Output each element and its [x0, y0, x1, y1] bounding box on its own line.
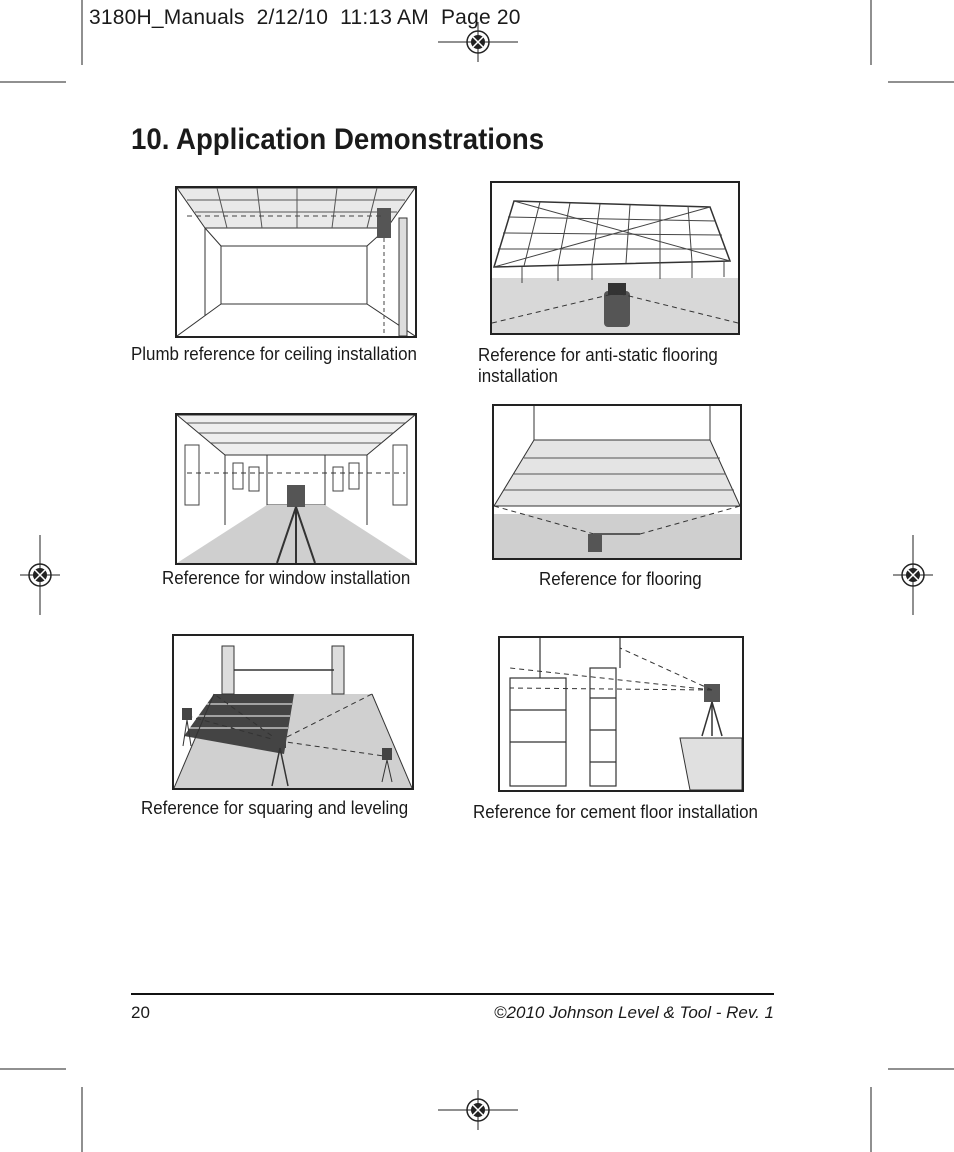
anti-static-flooring-illustration: [490, 181, 740, 335]
registration-target-icon: [893, 535, 933, 615]
print-slug-line: 3180H_Manuals 2/12/10 11:13 AM Page 20: [89, 6, 521, 29]
ceiling-installation-illustration: [175, 186, 417, 338]
copyright-notice: ©2010 Johnson Level & Tool - Rev. 1: [494, 1003, 774, 1022]
page-number: 20: [131, 1003, 150, 1022]
registration-target-icon: [20, 535, 60, 615]
figure-caption: Reference for window installation: [162, 568, 411, 588]
window-installation-illustration: [175, 413, 417, 565]
figure-caption: Reference for squaring and leveling: [141, 798, 409, 818]
cement-floor-installation-illustration: [498, 636, 744, 792]
page-title: 10. Application Demonstrations: [131, 123, 545, 156]
footer-rule: [131, 993, 774, 995]
figure-caption: Reference for anti-static flooring installation: [478, 345, 718, 386]
figure-caption: Reference for cement floor installation: [473, 802, 758, 822]
squaring-and-leveling-illustration: [172, 634, 414, 790]
registration-target-icon: [438, 1090, 518, 1130]
figure-caption: Reference for flooring: [539, 569, 702, 589]
flooring-illustration: [492, 404, 742, 560]
figure-caption: Plumb reference for ceiling installation: [131, 344, 417, 364]
